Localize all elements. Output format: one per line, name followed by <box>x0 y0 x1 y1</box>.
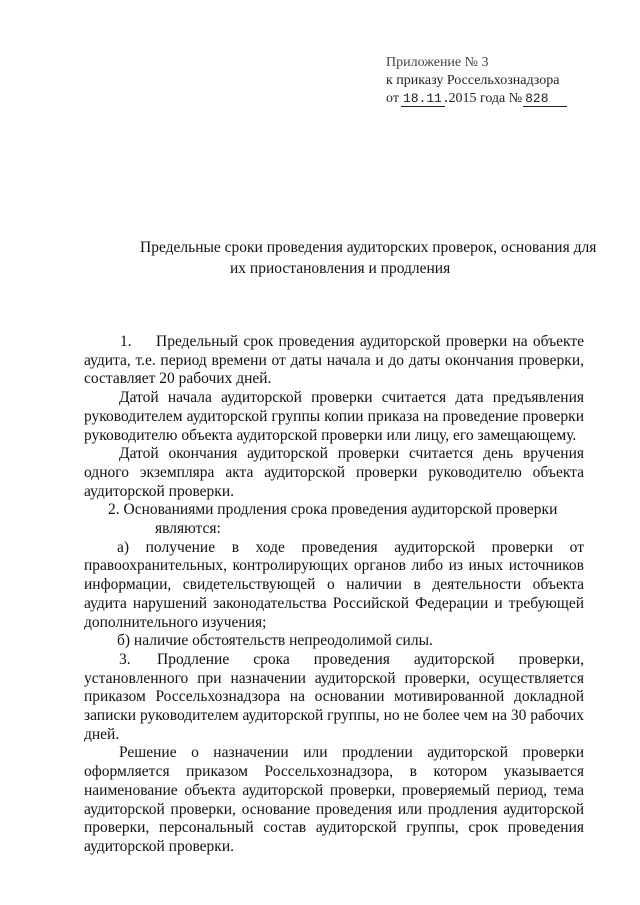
appendix-number: Приложение № 3 <box>386 55 489 70</box>
appendix-date-prefix: от <box>386 91 399 106</box>
appendix-date-line <box>386 90 567 108</box>
appendix-order-ref: к приказу Россельхознадзора <box>386 73 560 88</box>
document-body <box>84 333 584 857</box>
paragraph-1-end-date: Датой окончания аудиторской проверки считается день вручения одного экземпляра акта аудиторской проверки руководителю объекта аудиторской проверки. <box>84 445 584 500</box>
title-line-1: Предельные сроки проведения аудиторских проверок, основания для <box>140 239 597 256</box>
paragraph-1-text: Предельный срок проведения аудиторской проверки на объекте аудита, т.е. период времени от даты начала и до даты окончания проверки, составляет 20 рабочих дней. <box>84 333 584 388</box>
paragraph-1-number: 1. <box>120 333 132 350</box>
paragraph-2-heading: 2. Основаниями продления срока проведения аудиторской проверки <box>108 501 558 519</box>
paragraph-3-number: 3. <box>119 650 131 668</box>
appendix-year-label: 2015 года № <box>448 91 523 106</box>
paragraph-2-item-a: а) получение в ходе проведения аудиторской проверки от правоохранительных, контролирующих органов либо из иных источников информации, свидетельствующей о наличии в деятельности объекта аудита нарушений законодательства Российской Федерации и требующей дополнительного изучения; <box>84 538 584 631</box>
appendix-date-value: 18.11. <box>402 91 450 106</box>
paragraph-3-text: Продление срока проведения аудиторской проверки, установленного при назначении аудиторской проверки, осуществляется приказом Россельхознадзора на основании мотивированной докладной записки руководителем аудиторской группы, но не более чем на 30 рабочих дней. <box>84 650 584 743</box>
title-line-2: их приостановления и продления <box>230 260 451 277</box>
paragraph-2-heading-cont: являются: <box>155 520 221 538</box>
paragraph-3-decision: Решение о назначении или продлении аудиторской проверки оформляется приказом Россельхознадзора, в котором указывается наименование объекта аудиторской проверки, проверяемый период, тема аудиторской проверки, основание проведения или продления аудиторской проверки, персональный состав аудиторской группы, срок проведения аудиторской проверки. <box>84 744 584 855</box>
paragraph-3 <box>84 651 584 745</box>
appendix-header <box>386 54 567 108</box>
paragraph-2-item-b: б) наличие обстоятельств непреодолимой силы. <box>117 632 433 650</box>
appendix-order-number: 828 <box>523 92 567 107</box>
paragraph-1 <box>84 333 584 389</box>
paragraph-1-start-date: Датой начала аудиторской проверки считается дата предъявления руководителем аудиторской группы копии приказа на проведение проверки руководителю объекта аудиторской проверки или лицу, его замещающему. <box>84 389 584 444</box>
